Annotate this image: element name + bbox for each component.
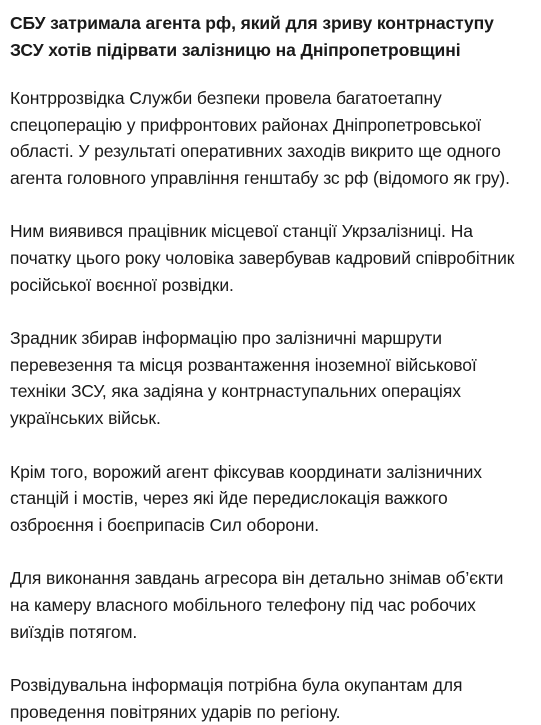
article-title: СБУ затримала агента рф, який для зриву контрнаступу ЗСУ хотів підірвати залізницю на Дніпропетровщині	[10, 13, 494, 60]
article-paragraph-3: Зрадник збирав інформацію про залізничні маршрути перевезення та місця розвантаження іноземної військової техніки ЗСУ, яка задіяна у контрнаступальних операціях українських військ.	[10, 328, 477, 428]
article-paragraph-1: Контррозвідка Служби безпеки провела багатоетапну спецоперацію у прифронтових районах Дніпропетровської області. У результаті оперативних заходів викрито ще одного агента головного управління генштабу зс рф (відомого як гру).	[10, 88, 510, 188]
article-paragraph-4: Крім того, ворожий агент фіксував координати залізничних станцій і мостів, через які йде передислокація важкого озброєння і боєприпасів Сил оборони.	[10, 461, 482, 535]
article-paragraph-2: Ним виявився працівник місцевої станції Укрзалізниці. На початку цього року чоловіка завербував кадровий співробітник російської воєнної розвідки.	[10, 221, 515, 295]
article-paragraph-5: Для виконання завдань агресора він детально знімав об’єкти на камеру власного мобільного телефону під час робочих виїздів потягом.	[10, 568, 504, 642]
article-paragraph-6: Розвідувальна інформація потрібна була окупантам для проведення повітряних ударів по регіону.	[10, 675, 463, 722]
